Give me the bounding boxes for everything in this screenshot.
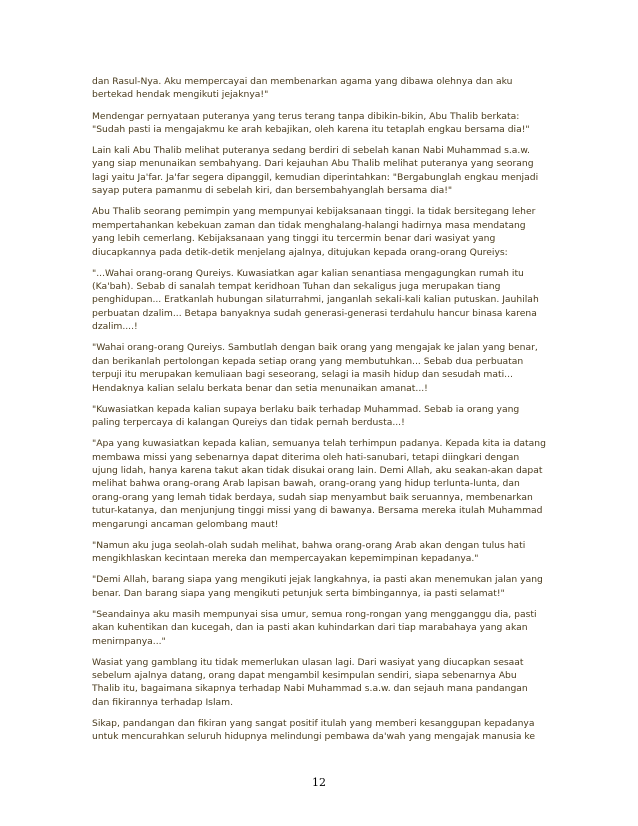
paragraph: Sikap, pandangan dan fikiran yang sangat positif itulah yang memberi kesanggupan kepadanya untuk mencurahkan seluruh hidupnya melindungi pembawa da'wah yang mengajak manusia ke xyxy=(92,717,536,743)
paragraph: "Wahai orang-orang Qureiys. Sambutlah dengan baik orang yang mengajak ke jalan yang benar, dan berikanlah pertolongan kepada setiap orang yang membutuhkan... Sebab dua perbuatan terpuji itu merupakan kemuliaan bagi seseorang, selagi ia masih hidup dan sesudah mati... Hendaknya kalian selalu berkata benar dan setia menunaikan amanat...! xyxy=(92,342,538,394)
paragraph: Wasiat yang gamblang itu tidak memerlukan ulasan lagi. Dari wasiyat yang diucapkan sesaat sebelum ajalnya datang, orang dapat mengambil kesimpulan sendiri, siapa sebenarnya Abu Thalib itu, bagaimana sikapnya terhadap Nabi Muhammad s.a.w. dan sejauh mana pandangan dan fikirannya terhadap Islam. xyxy=(92,656,528,708)
page-number: 12 xyxy=(312,776,326,789)
paragraph: Lain kali Abu Thalib melihat puteranya sedang berdiri di sebelah kanan Nabi Muhammad s.a.w. yang siap menunaikan sembahyang. Dari kejauhan Abu Thalib melihat puteranya yang seorang lagi yaitu Ja'far. Ja'far segera dipanggil, kemudian diperintahkan: "Bergabunglah engkau menjadi sayap putera pamanmu di sebelah kiri, dan bersembahyanglah bersama dia!" xyxy=(92,145,539,197)
paragraph: "Namun aku juga seolah-olah sudah melihat, bahwa orang-orang Arab akan dengan tulus hati mengikhlaskan kecintaan mereka dan mempercayakan kepemimpinan kepadanya." xyxy=(92,539,526,565)
paragraph: "Seandainya aku masih mempunyai sisa umur, semua rong-rongan yang mengganggu dia, pasti akan kuhentikan dan kucegah, dan ia pasti akan kuhindarkan dari tiap marabahaya yang akan menirnpanya..." xyxy=(92,608,537,647)
paragraph: "Apa yang kuwasiatkan kepada kalian, semuanya telah terhimpun padanya. Kepada kita ia datang membawa missi yang sebenarnya dapat diterima oleh hati-sanubari, tetapi diingkari dengan ujung lidah, hanya karena takut akan tidak disukai orang lain. Demi Allah, aku seakan-akan dapat melihat bahwa orang-orang Arab lapisan bawah, orang-orang yang hidup terlunta-lunta, dan orang-orang yang lemah tidak berdaya, sudah siap menyambut baik seruannya, membenarkan tutur-katanya, dan menjunjung tinggi missi yang di bawanya. Bersama mereka itulah Muhammad mengarungi ancaman gelombang maut! xyxy=(92,438,546,530)
paragraph: Abu Thalib seorang pemimpin yang mempunyai kebijaksanaan tinggi. Ia tidak bersitegang leher mempertahankan kebekuan zaman dan tidak menghalang-halangi hadirnya masa mendatang yang lebih cemerlang. Kebijaksanaan yang tinggi itu tercermin benar dari wasiyat yang diucapkannya pada detik-detik menjelang ajalnya, ditujukan kepada orang-orang Qureiys: xyxy=(92,206,536,258)
paragraph: Mendengar pernyataan puteranya yang terus terang tanpa dibikin-bikin, Abu Thalib berkata: "Sudah pasti ia mengajakmu ke arah kebajikan, oleh karena itu tetaplah engkau bersama dia!" xyxy=(92,110,530,135)
page-body xyxy=(92,75,547,751)
paragraph: "...Wahai orang-orang Qureiys. Kuwasiatkan agar kalian senantiasa mengagungkan rumah itu (Ka'bah). Sebab di sanalah tempat keridhoan Tuhan dan sekaligus juga merupakan tiang penghidupan... Eratkanlah hubungan silaturrahmi, janganlah sekali-kali kalian putuskan. Jauhilah perbuatan dzalim... Betapa banyaknya sudah generasi-generasi terdahulu hancur binasa karena dzalim....! xyxy=(92,267,539,333)
paragraph: "Kuwasiatkan kepada kalian supaya berlaku baik terhadap Muhammad. Sebab ia orang yang paling terpercaya di kalangan Qureiys dan tidak pernah berdusta...! xyxy=(92,403,520,429)
paragraph: dan Rasul-Nya. Aku mempercayai dan membenarkan agama yang dibawa olehnya dan aku bertekad hendak mengikuti jejaknya!" xyxy=(92,76,513,101)
paragraph: "Demi Allah, barang siapa yang mengikuti jejak langkahnya, ia pasti akan menemukan jalan yang benar. Dan barang siapa yang mengikuti petunjuk serta bimbingannya, ia pasti selamat!" xyxy=(92,574,543,599)
